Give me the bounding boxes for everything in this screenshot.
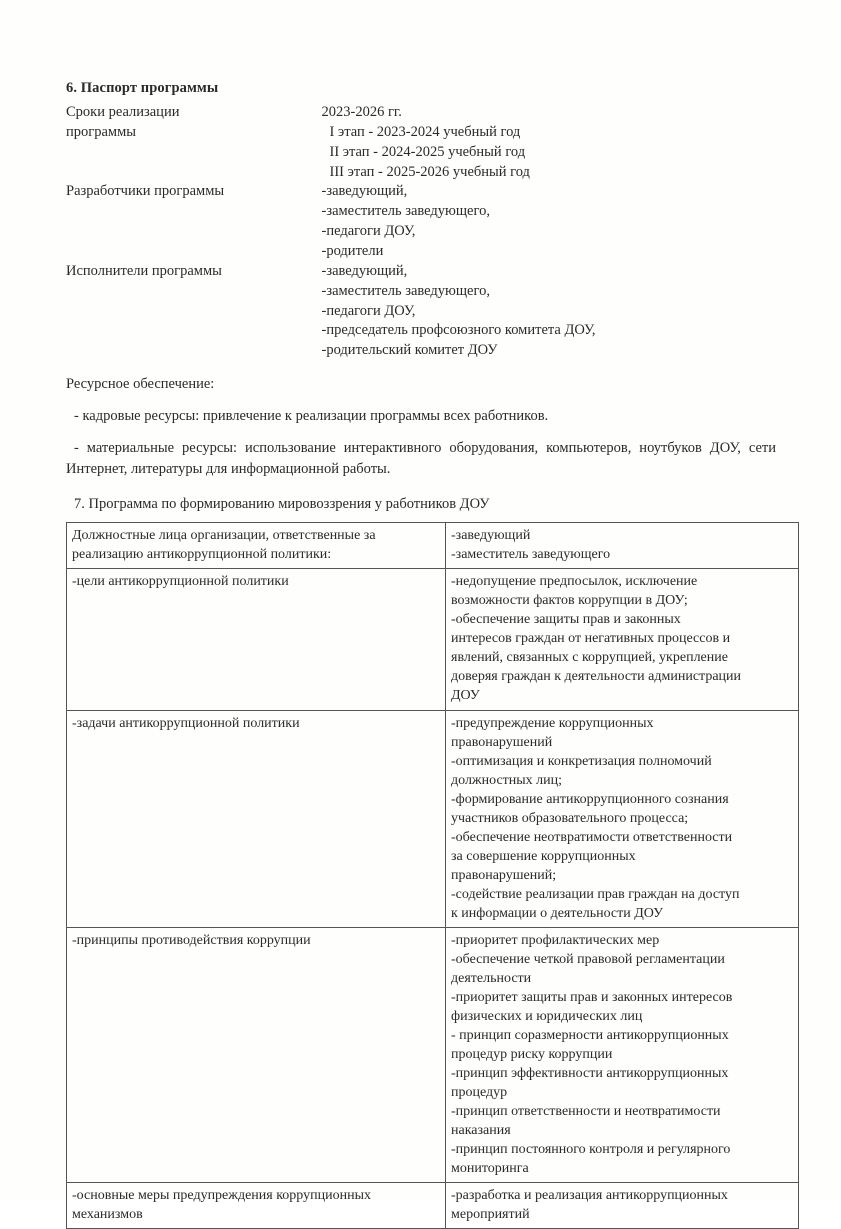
cell-line: -недопущение предпосылок, исключение [451, 574, 698, 590]
cell-line: за совершение коррупционных [451, 848, 636, 864]
passport-row [66, 262, 776, 361]
cell-line: Должностные лица организации, ответственные за [72, 528, 376, 544]
value-line: -педагоги ДОУ, [321, 302, 416, 319]
passport-label-cell [66, 103, 322, 182]
cell-line: -принцип эффективности антикоррупционных [451, 1066, 729, 1082]
table-cell-responsible-label [67, 523, 446, 569]
value-line: -председатель профсоюзного комитета ДОУ, [321, 322, 596, 339]
cell-line: ДОУ [451, 688, 480, 704]
cell-line: доверяя граждан к деятельности администрации [451, 669, 742, 685]
value-line: III этап - 2025-2026 учебный год [329, 163, 530, 180]
resource-title: Ресурсное обеспечение: [66, 376, 215, 393]
passport-value-cell [322, 103, 776, 182]
passport-value-cell [322, 262, 776, 361]
cell-line: -приоритет профилактических мер [451, 932, 660, 948]
table-row [67, 523, 799, 569]
page-content [66, 80, 776, 1229]
table-row [67, 569, 799, 710]
cell-line: -принцип постоянного контроля и регулярного [451, 1142, 731, 1158]
cell-line: должностных лиц; [451, 772, 563, 788]
table-cell-tasks-label [67, 710, 446, 927]
resource-item-material: - материальные ресурсы: использование интерактивного оборудования, компьютеров, ноутбуков ДОУ, сети Интернет, литературы для информационной работы. [66, 440, 776, 478]
anticorruption-policy-table [66, 522, 799, 1229]
cell-line: правонарушений; [451, 867, 557, 883]
cell-line: -формирование антикоррупционного сознания [451, 791, 729, 807]
cell-line: - принцип соразмерности антикоррупционных [451, 1028, 729, 1044]
cell-line: -обеспечение неотвратимости ответственности [451, 829, 733, 845]
section-7-title: 7. Программа по формированию мировоззрения у работников ДОУ [74, 496, 490, 513]
cell-line: -обеспечение четкой правовой регламентации [451, 951, 725, 967]
cell-line: -содействие реализации прав граждан на доступ [451, 886, 740, 902]
cell-line: процедур [451, 1085, 508, 1101]
passport-label-cell [66, 182, 322, 261]
cell-line: реализацию антикоррупционной политики: [72, 547, 332, 563]
label-line: программы [66, 123, 136, 140]
table-cell-goals-label [67, 569, 446, 710]
label-line: Исполнители программы [66, 262, 222, 279]
cell-line: правонарушений [451, 734, 553, 750]
value-line: II этап - 2024-2025 учебный год [329, 143, 526, 160]
cell-line: -цели антикоррупционной политики [72, 574, 289, 590]
cell-line: мероприятий [451, 1207, 530, 1223]
cell-line: мониторинга [451, 1161, 529, 1177]
table-cell-principles-label [67, 927, 446, 1182]
cell-line: явлений, связанных с коррупцией, укрепление [451, 650, 728, 666]
passport-label-cell [66, 262, 322, 361]
section-6-heading: 6. Паспорт программы [66, 80, 219, 96]
passport-row [66, 182, 776, 261]
table-cell-measures-value [446, 1183, 799, 1229]
value-line: -заведующий, [321, 183, 408, 200]
passport-value-cell [322, 182, 776, 261]
table-cell-principles-value [446, 927, 799, 1182]
cell-line: деятельности [451, 970, 532, 986]
value-line: -родители [321, 243, 384, 260]
cell-line: -основные меры предупреждения коррупционных [72, 1188, 371, 1204]
passport-row [66, 103, 776, 182]
value-line: -заместитель заведующего, [321, 282, 490, 299]
table-row [67, 1183, 799, 1229]
resource-item-personnel: - кадровые ресурсы: привлечение к реализации программы всех работников. [74, 408, 549, 425]
cell-line: интересов граждан от негативных процессов и [451, 631, 731, 647]
value-line: -заведующий, [321, 262, 408, 279]
cell-line: -задачи антикоррупционной политики [72, 715, 300, 731]
table-row [67, 710, 799, 927]
value-line: -заместитель заведующего, [321, 203, 490, 220]
table-cell-responsible-value [446, 523, 799, 569]
cell-line: участников образовательного процесса; [451, 810, 689, 826]
table-cell-goals-value [446, 569, 799, 710]
label-line: Сроки реализации [66, 104, 180, 120]
passport-table [66, 103, 776, 361]
value-line: I этап - 2023-2024 учебный год [329, 123, 521, 140]
table-row [67, 927, 799, 1182]
cell-line: наказания [451, 1123, 511, 1139]
value-line: 2023-2026 гг. [321, 104, 402, 120]
cell-line: физических и юридических лиц [451, 1008, 643, 1024]
cell-line: -предупреждение коррупционных [451, 715, 654, 731]
value-line: -педагоги ДОУ, [321, 223, 416, 240]
cell-line: -принципы противодействия коррупции [72, 932, 311, 948]
cell-line: -оптимизация и конкретизация полномочий [451, 753, 712, 769]
cell-line: -приоритет защиты прав и законных интересов [451, 989, 733, 1005]
value-line: -родительский комитет ДОУ [321, 342, 498, 359]
cell-line: -заместитель заведующего [451, 547, 611, 563]
cell-line: -обеспечение защиты прав и законных [451, 612, 681, 628]
cell-line: возможности фактов коррупции в ДОУ; [451, 593, 688, 609]
cell-line: к информации о деятельности ДОУ [451, 905, 664, 921]
cell-line: -разработка и реализация антикоррупционных [451, 1188, 728, 1204]
cell-line: процедур риску коррупции [451, 1047, 613, 1063]
label-line: Разработчики программы [66, 183, 225, 200]
cell-line: механизмов [72, 1207, 143, 1223]
cell-line: -принцип ответственности и неотвратимости [451, 1104, 721, 1120]
cell-line: -заведующий [451, 528, 531, 544]
table-cell-measures-label [67, 1183, 446, 1229]
table-cell-tasks-value [446, 710, 799, 927]
